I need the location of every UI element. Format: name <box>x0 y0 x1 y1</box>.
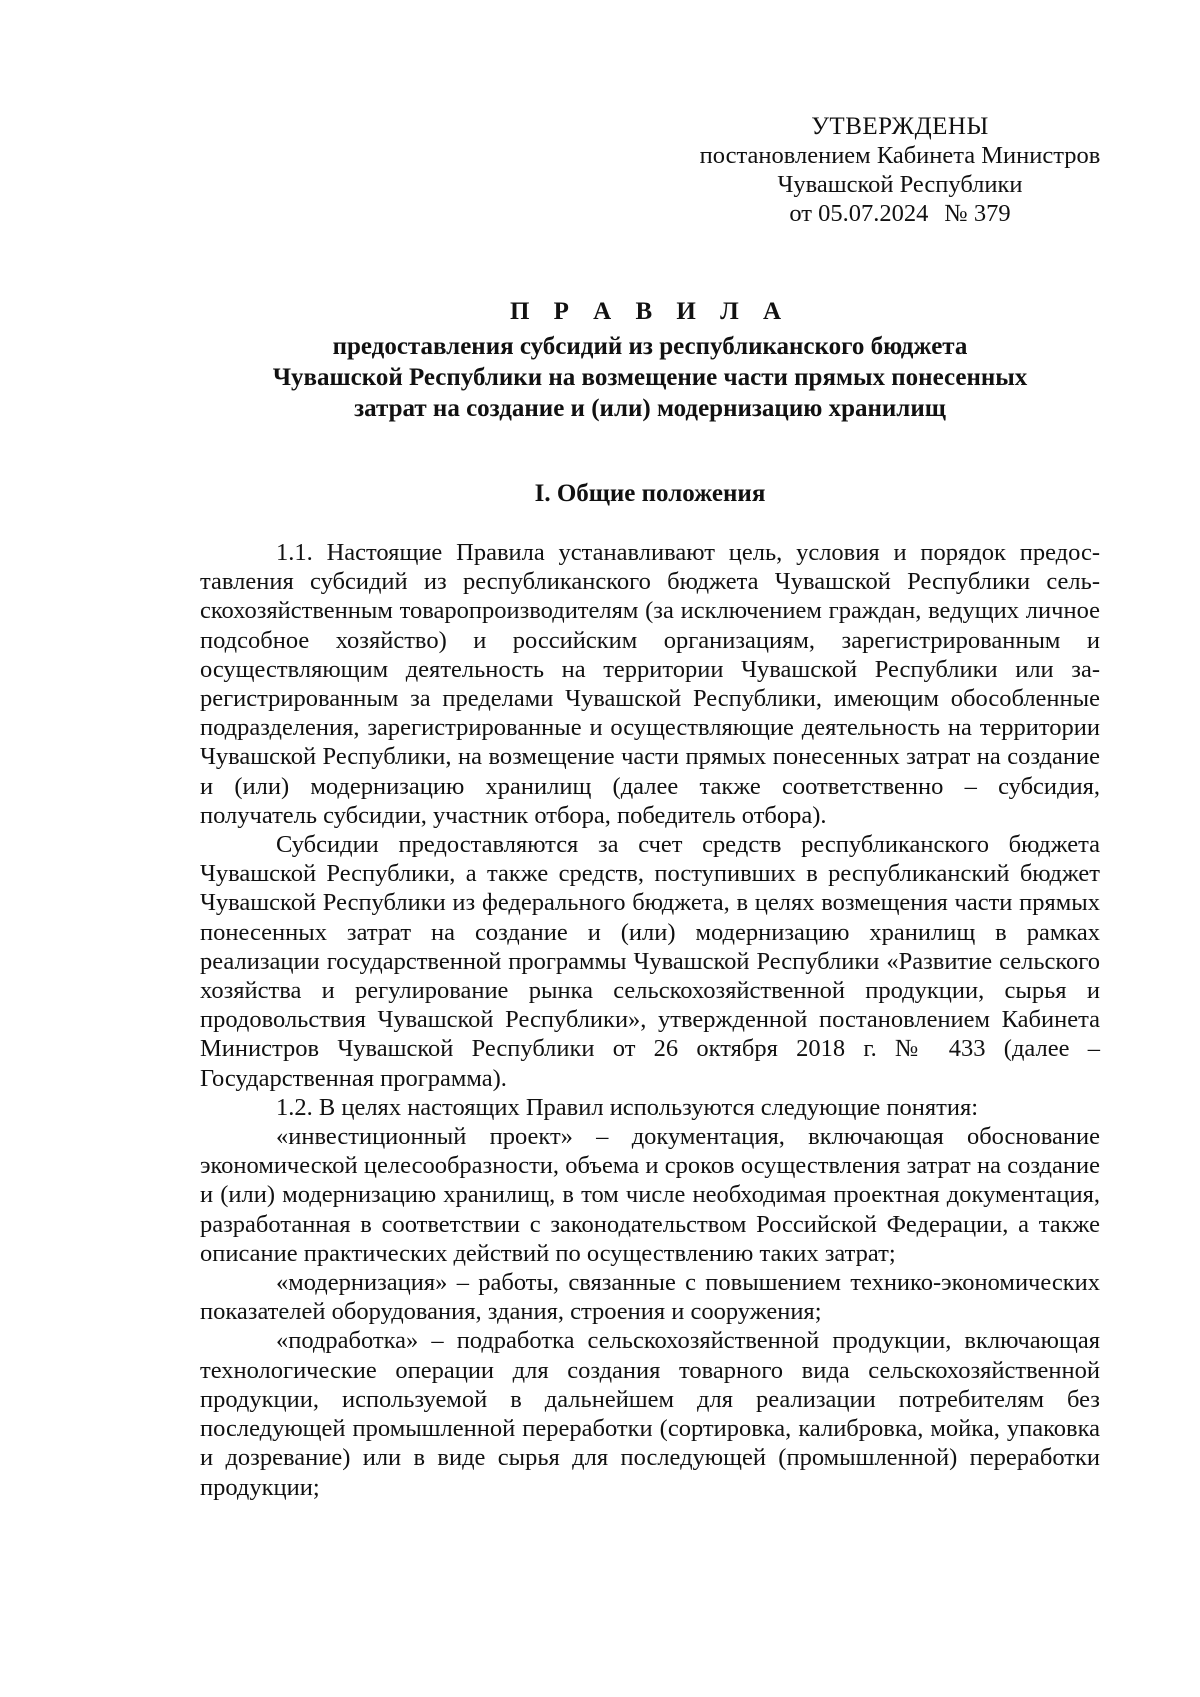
approved-label: УТВЕРЖДЕНЫ <box>811 113 989 140</box>
approval-date-line <box>660 199 1140 228</box>
approved-republic: Чувашской Республики <box>777 171 1023 198</box>
approval-stamp-block <box>660 112 1140 228</box>
paragraph: 1.2. В целях настоящих Правил используются следующие понятия: <box>276 1093 979 1121</box>
section-heading: I. Общие положения <box>534 480 766 507</box>
title-main: П Р А В И Л А <box>509 298 791 325</box>
paragraph: «подработка» – подработка сельскохозяйственной продукции, включающая технологические операции для создания товарного вида сельскохозяйственной продукции, используемой в дальнейшем для реализации потребителям без последующей промышленной переработки (сортировка, калибровка, мойка, упаковка и дозревание) или в виде сырья для последующей (промышленной) переработки продукции; <box>200 1327 1100 1501</box>
document-title <box>200 296 1100 424</box>
paragraph: «модернизация» – работы, связанные с повышением технико-экономических показателей оборудования, здания, строения и сооружения; <box>200 1269 1100 1326</box>
approval-number: № 379 <box>944 200 1011 227</box>
approved-by: постановлением Кабинета Министров <box>699 142 1101 169</box>
document-body <box>200 538 1100 1502</box>
paragraph: «инвестиционный проект» – документация, включающая обоснование экономической целесообразности, объема и сроков осуществления затрат на создание и (или) модернизацию хранилищ, в том числе необходимая проектная документация, разработанная в соответствии с законодательством Российской Федерации, а также описание практических действий по осуществлению таких затрат; <box>200 1123 1100 1267</box>
paragraph: 1.1. Настоящие Правила устанавливают цель, условия и порядок предоставления субсидий из республиканского бюджета Чувашской Республики сельскохозяйственным товаропроизводителям (за исключением граждан, ведущих личное подсобное хозяйство) и российским организациям, зарегистрированным и осуществляющим деятельность на территории Чувашской Республики или зарегистрированным за пределами Чувашской Республики, имеющим обособленные подразделения, зарегистрированные и осуществляющие деятельность на территории Чувашской Республики, на возмещение части прямых понесенных затрат на создание и (или) модернизацию хранилищ (далее также соответственно – субсидия, получатель субсидии, участник отбора, победитель отбора). <box>200 539 1100 829</box>
title-line-1: предоставления субсидий из республиканского бюджета <box>332 333 968 360</box>
approval-date: от 05.07.2024 <box>789 200 929 227</box>
title-line-3: затрат на создание и (или) модернизацию хранилищ <box>354 395 946 422</box>
paragraph: Субсидии предоставляются за счет средств республиканского бюджета Чувашской Республики, а также средств, поступивших в республиканский бюджет Чувашской Республики из федерального бюджета, в целях возмещения части прямых понесенных затрат на создание и (или) модернизацию хранилищ в рамках реализации государственной программы Чувашской Республики «Развитие сельского хозяйства и регулирование рынка сельскохозяйственной продукции, сырья и продовольствия Чувашской Республики», утвержденной постановлением Кабинета Министров Чувашской Республики от 26 октября 2018 г. № 433 (далее – Государственная программа). <box>200 831 1100 1092</box>
title-line-2: Чувашской Республики на возмещение части прямых понесенных <box>272 364 1028 391</box>
